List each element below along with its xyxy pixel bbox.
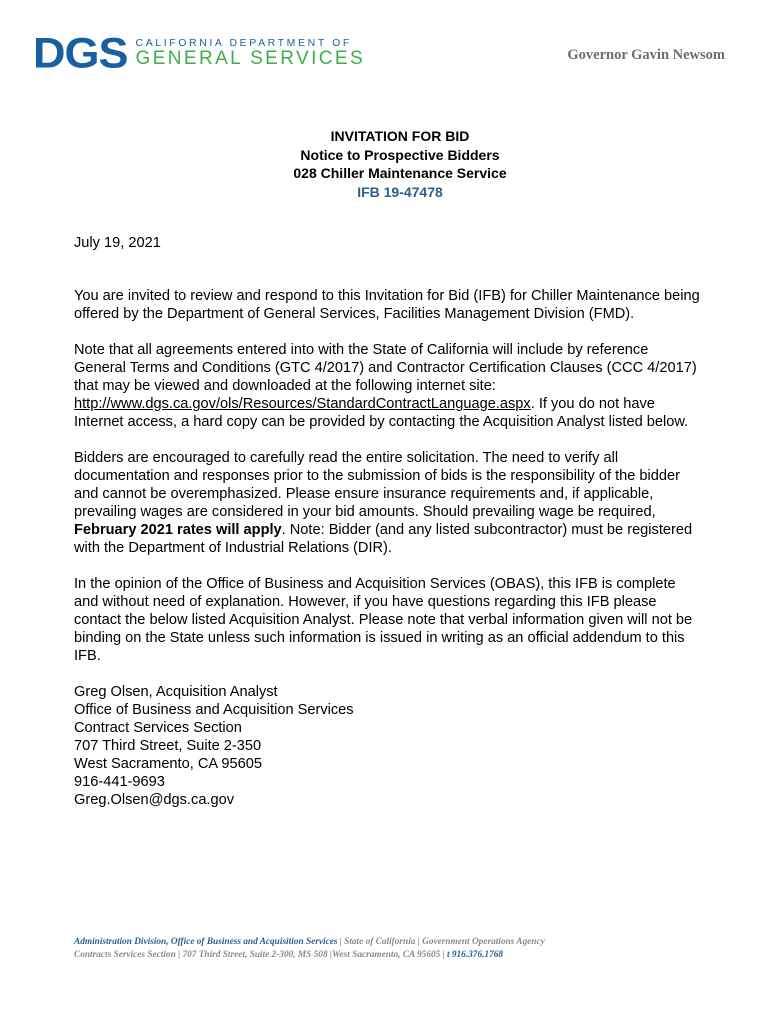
paragraph-agreements xyxy=(74,341,704,431)
footer-division: Administration Division, Office of Business and Acquisition Services xyxy=(74,937,338,947)
contact-block xyxy=(74,683,704,809)
logo-department-line: CALIFORNIA DEPARTMENT OF xyxy=(135,37,352,49)
logo-general-services: GENERAL SERVICES xyxy=(135,48,366,69)
footer-line-1 xyxy=(74,936,734,949)
heading-ifb-number: IFB 19-47478 xyxy=(357,183,443,200)
dgs-logo xyxy=(33,28,366,77)
paragraph-bidders xyxy=(74,449,704,557)
contact-email[interactable]: Greg.Olsen@dgs.ca.gov xyxy=(74,792,235,808)
paragraph-agreements-text-end: . If you do not have Internet access, a hard copy can be provided by contacting the Acquisition Analyst listed below. xyxy=(74,396,689,430)
governor-name: Governor Gavin Newsom xyxy=(567,47,725,63)
contact-name: Greg Olsen, Acquisition Analyst xyxy=(74,684,278,700)
document-heading xyxy=(0,127,770,201)
contact-section: Contract Services Section xyxy=(74,720,242,736)
paragraph-bidders-text: Bidders are encouraged to carefully read the entire solicitation. The need to verify all documentation and responses prior to the submission of bids is the responsibility of the bidder and cannot be overemphasized. Please ensure insurance requirements and, if applicable, prevailing wages are considered in your bid amounts. Should prevailing wage be required, xyxy=(74,450,680,520)
contact-street: 707 Third Street, Suite 2-350 xyxy=(74,738,262,754)
footer-line-2 xyxy=(74,949,734,962)
letter-date: July 19, 2021 xyxy=(74,235,161,251)
paragraph-bidders-text-end: . Note: Bidder (and any listed subcontractor) must be registered with the Department of Industrial Relations (DIR). xyxy=(74,522,693,556)
dgs-logo-mark: DGS xyxy=(33,28,128,77)
contact-city: West Sacramento, CA 95605 xyxy=(74,756,262,772)
prevailing-wage-rates: February 2021 rates will apply xyxy=(74,522,282,538)
heading-invitation: INVITATION FOR BID xyxy=(330,128,470,144)
page-footer xyxy=(74,936,734,962)
footer-address: Contracts Services Section | 707 Third Street, Suite 2-300, MS 508 |West Sacramento, CA 95605 | xyxy=(74,950,447,960)
heading-service: 028 Chiller Maintenance Service xyxy=(293,165,507,181)
heading-notice: Notice to Prospective Bidders xyxy=(300,146,500,163)
footer-phone: t 916.376.1768 xyxy=(446,950,504,960)
contact-office: Office of Business and Acquisition Services xyxy=(74,702,354,718)
paragraph-invitation: You are invited to review and respond to this Invitation for Bid (IFB) for Chiller Maintenance being offered by the Department of General Services, Facilities Management Division (FMD). xyxy=(74,288,700,322)
contact-phone: 916-441-9693 xyxy=(74,774,165,790)
standard-contract-language-link[interactable]: http://www.dgs.ca.gov/ols/Resources/StandardContractLanguage.aspx xyxy=(74,396,531,412)
paragraph-agreements-text: Note that all agreements entered into with the State of California will include by reference General Terms and Conditions (GTC 4/2017) and Contractor Certification Clauses (CCC 4/2017) that may be viewed and downloaded at the following internet site: xyxy=(74,342,697,394)
letter-body xyxy=(74,234,704,809)
footer-agency: | State of California | Government Operations Agency xyxy=(337,937,545,947)
dgs-logo-text xyxy=(136,37,366,69)
paragraph-opinion: In the opinion of the Office of Business and Acquisition Services (OBAS), this IFB is complete and without need of explanation. However, if you have questions regarding this IFB please contact the below listed Acquisition Analyst. Please note that verbal information given will not be binding on the State unless such information is issued in writing as an official addendum to this IFB. xyxy=(74,576,693,664)
